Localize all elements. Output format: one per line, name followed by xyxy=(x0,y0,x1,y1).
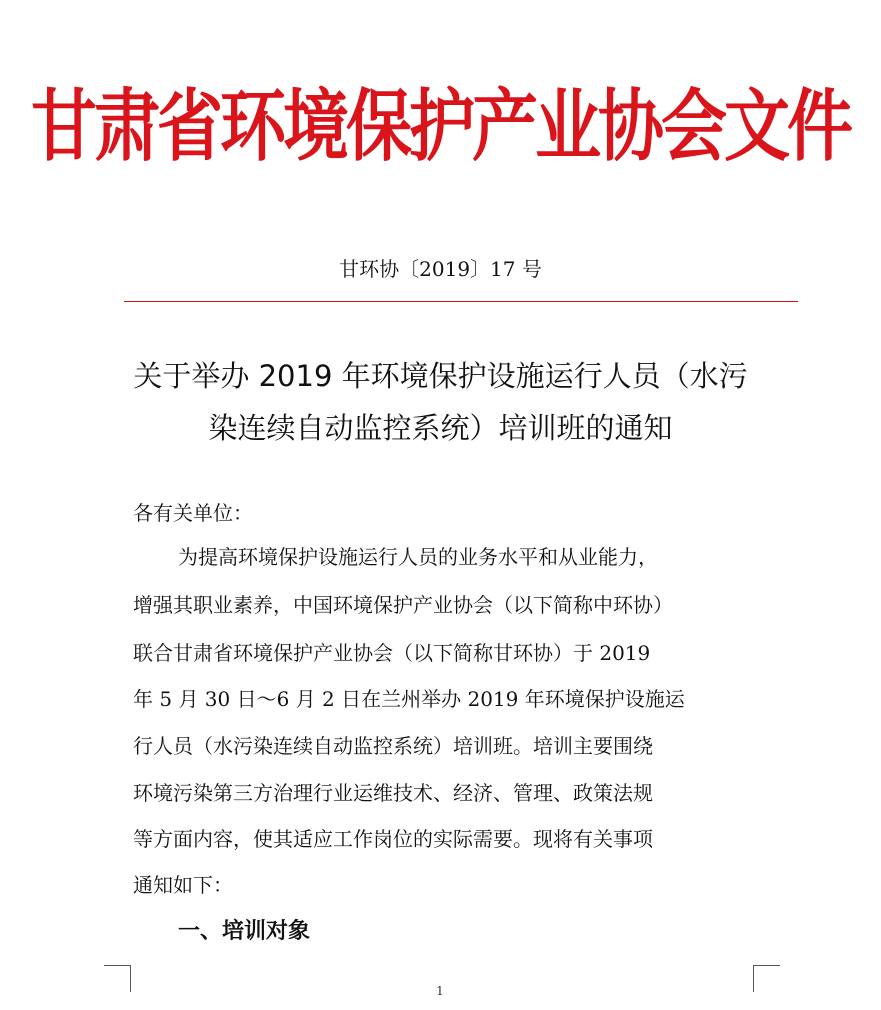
red-divider-line xyxy=(124,301,798,302)
crop-mark-right xyxy=(753,965,780,992)
paragraph-line-5: 行人员（水污染连续自动监控系统）培训班。培训主要围绕 xyxy=(133,734,653,758)
notice-title-line-2: 染连续自动监控系统）培训班的通知 xyxy=(208,411,673,445)
notice-title xyxy=(110,350,771,454)
paragraph-line-2: 增强其职业素养，中国环境保护产业协会（以下简称中环协） xyxy=(133,593,673,617)
page-number: 1 xyxy=(436,984,444,998)
crop-mark-left xyxy=(104,965,131,992)
section-heading-1: 一、培训对象 xyxy=(178,919,311,944)
paragraph-line-4: 年 5 月 30 日～6 月 2 日在兰州举办 2019 年环境保护设施运 xyxy=(133,687,685,711)
paragraph-line-1: 为提高环境保护设施运行人员的业务水平和从业能力， xyxy=(178,545,658,569)
document-number: 甘环协〔2019〕17 号 xyxy=(339,257,542,281)
salutation: 各有关单位： xyxy=(133,501,253,525)
paragraph-line-7: 等方面内容，使其适应工作岗位的实际需要。现将有关事项 xyxy=(133,827,653,851)
paragraph-line-6: 环境污染第三方治理行业运维技术、经济、管理、政策法规 xyxy=(133,781,653,805)
paragraph-line-8: 通知如下： xyxy=(133,873,233,897)
paragraph-line-3: 联合甘肃省环境保护产业协会（以下简称甘环协）于 2019 xyxy=(133,641,651,665)
notice-title-line-1: 关于举办 2019 年环境保护设施运行人员（水污 xyxy=(133,359,748,393)
issuer-header-title: 甘肃省环境保护产业协会文件 xyxy=(31,80,850,172)
